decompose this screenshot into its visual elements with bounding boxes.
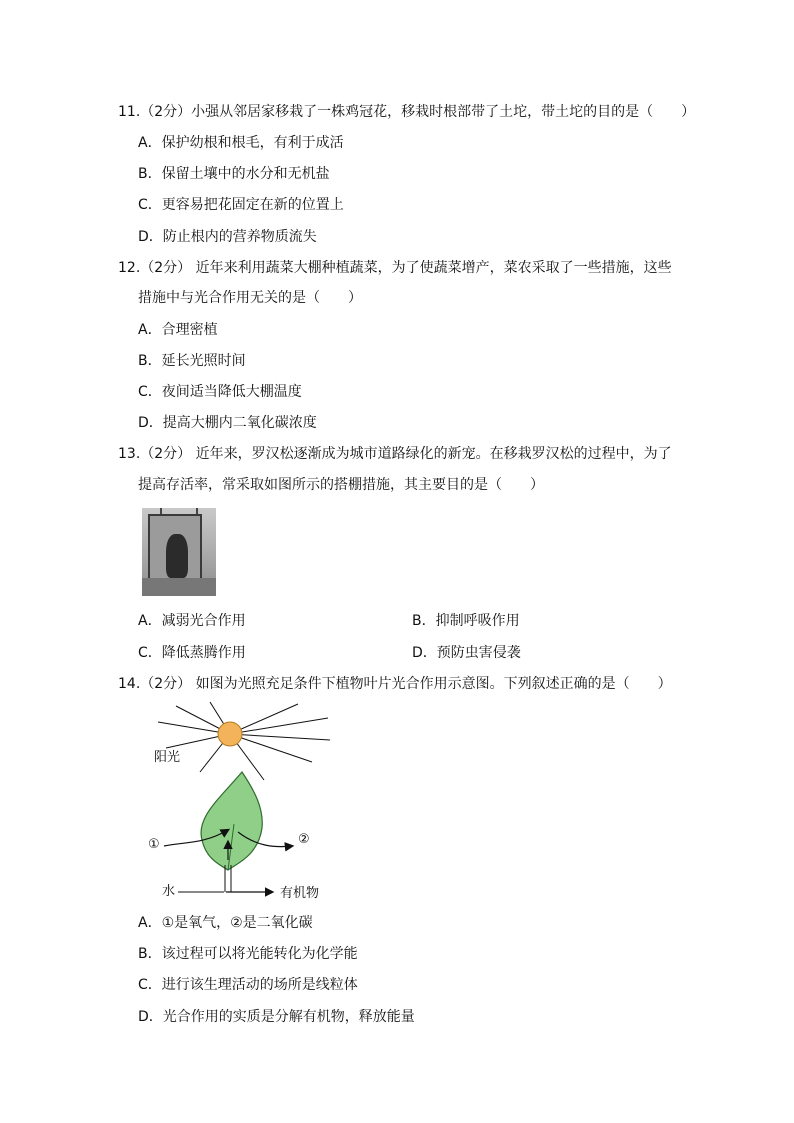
sun-icon [218,722,242,746]
marker-2-label: ② [298,832,310,847]
sun-rays [158,702,330,780]
question-11-stem: 11.（2分）小强从邻居家移栽了一株鸡冠花，移栽时根部带了土坨，带土坨的目的是（ ） [118,104,696,120]
question-12-option-b[interactable]: B．延长光照时间 [138,353,246,369]
question-13-option-a[interactable]: A．减弱光合作用 [138,613,246,629]
question-12-option-c[interactable]: C．夜间适当降低大棚温度 [138,384,302,400]
organic-matter-label: 有机物 [280,886,320,901]
question-11-option-b[interactable]: B．保留土壤中的水分和无机盐 [138,166,330,182]
question-13-stem-line-2: 提高存活率，常采取如图所示的搭棚措施，其主要目的是（ ） [138,477,544,493]
question-14-option-d[interactable]: D．光合作用的实质是分解有机物，释放能量 [138,1009,415,1025]
question-12-option-d[interactable]: D．提高大棚内二氧化碳浓度 [138,415,317,431]
question-14-option-c[interactable]: C．进行该生理活动的场所是线粒体 [138,977,358,993]
marker-1-label: ① [148,837,160,852]
photosynthesis-diagram-svg [140,700,360,910]
question-11-option-d[interactable]: D．防止根内的营养物质流失 [138,229,317,245]
shade-canopy-photo [142,508,216,596]
question-12-option-a[interactable]: A．合理密植 [138,322,218,338]
question-13-option-d[interactable]: D．预防虫害侵袭 [412,645,521,661]
question-14-option-b[interactable]: B．该过程可以将光能转化为化学能 [138,946,358,962]
photosynthesis-diagram [140,700,360,910]
question-14-stem: 14.（2分） 如图为光照充足条件下植物叶片光合作用示意图。下列叙述正确的是（ ） [118,676,672,692]
photo-tree [166,534,188,578]
sunlight-label: 阳光 [154,750,181,765]
question-14-option-a[interactable]: A．①是氧气，②是二氧化碳 [138,915,313,931]
photo-ground [142,578,216,596]
question-13-option-c[interactable]: C．降低蒸腾作用 [138,645,246,661]
water-label: 水 [162,884,176,899]
question-13-stem-line-1: 13.（2分） 近年来，罗汉松逐渐成为城市道路绿化的新宠。在移栽罗汉松的过程中，为了 [118,446,672,462]
question-11-option-c[interactable]: C．更容易把花固定在新的位置上 [138,197,344,213]
leaf-shape [201,772,262,870]
question-12-stem-line-2: 措施中与光合作用无关的是（ ） [138,290,362,306]
question-12-stem-line-1: 12.（2分） 近年来利用蔬菜大棚种植蔬菜，为了使蔬菜增产，菜农采取了一些措施，这些 [118,260,672,276]
question-13-option-b[interactable]: B．抑制呼吸作用 [412,613,520,629]
question-11-option-a[interactable]: A．保护幼根和根毛，有利于成活 [138,135,344,151]
